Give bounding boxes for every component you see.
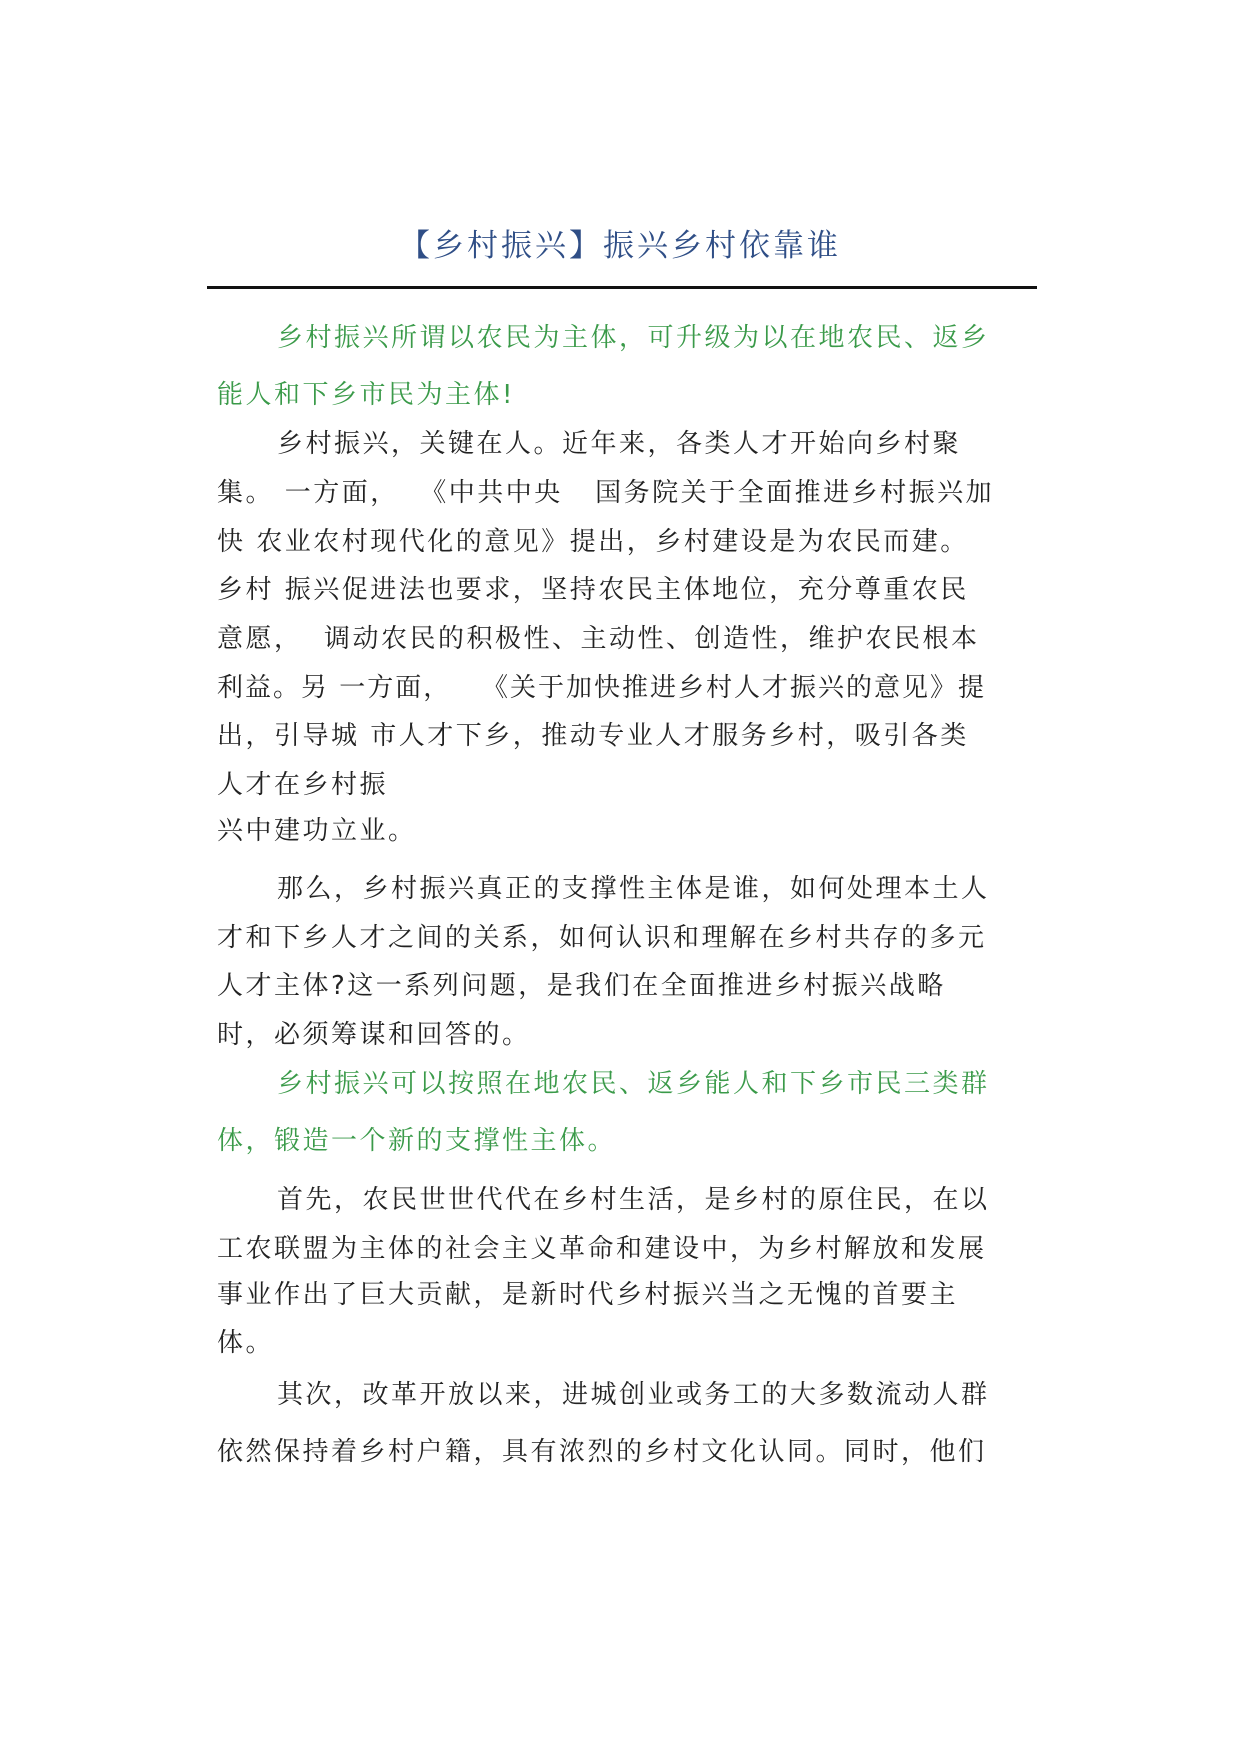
highlight-line: 体，锻造一个新的支撑性主体。 xyxy=(217,1126,617,1156)
body-line: 乡村振兴，关键在人。近年来，各类人才开始向乡村聚 xyxy=(277,429,962,459)
body-line: 事业作出了巨大贡献，是新时代乡村振兴当之无愧的首要主 xyxy=(217,1280,959,1310)
title-divider xyxy=(207,286,1037,289)
body-line: 集。 一方面， 《中共中央 国务院关于全面推进乡村振兴加 xyxy=(217,478,995,508)
body-line: 那么，乡村振兴真正的支撑性主体是谁，如何处理本土人 xyxy=(277,874,990,904)
highlight-line: 能人和下乡市民为主体! xyxy=(217,380,515,410)
body-line: 时，必须筹谋和回答的。 xyxy=(217,1020,531,1050)
highlight-line: 乡村振兴可以按照在地农民、返乡能人和下乡市民三类群 xyxy=(277,1069,990,1099)
body-line: 人才主体?这一系列问题，是我们在全面推进乡村振兴战略 xyxy=(217,971,946,1001)
body-line: 才和下乡人才之间的关系，如何认识和理解在乡村共存的多元 xyxy=(217,923,987,953)
highlight-line: 乡村振兴所谓以农民为主体，可升级为以在地农民、返乡 xyxy=(277,323,990,353)
body-line: 依然保持着乡村户籍，具有浓烈的乡村文化认同。同时，他们 xyxy=(217,1437,987,1467)
body-line: 快 农业农村现代化的意见》提出，乡村建设是为农民而建。 xyxy=(217,527,969,557)
body-line: 人才在乡村振 xyxy=(217,770,389,800)
body-line: 意愿， 调动农民的积极性、主动性、创造性，维护农民根本 xyxy=(217,624,980,654)
body-line: 兴中建功立业。 xyxy=(217,816,417,846)
body-line: 首先，农民世世代代在乡村生活，是乡村的原住民，在以 xyxy=(277,1185,990,1215)
body-line: 乡村 振兴促进法也要求，坚持农民主体地位，充分尊重农民 xyxy=(217,575,969,605)
page-title: 【乡村振兴】振兴乡村依靠谁 xyxy=(399,228,841,264)
body-line: 出，引导城 市人才下乡，推动专业人才服务乡村，吸引各类 xyxy=(217,721,969,751)
body-line: 体。 xyxy=(217,1328,275,1358)
body-line: 利益。另 一方面， 《关于加快推进乡村人才振兴的意见》提 xyxy=(217,673,987,703)
body-line: 其次，改革开放以来，进城创业或务工的大多数流动人群 xyxy=(277,1380,990,1410)
body-line: 工农联盟为主体的社会主义革命和建设中，为乡村解放和发展 xyxy=(217,1234,987,1264)
